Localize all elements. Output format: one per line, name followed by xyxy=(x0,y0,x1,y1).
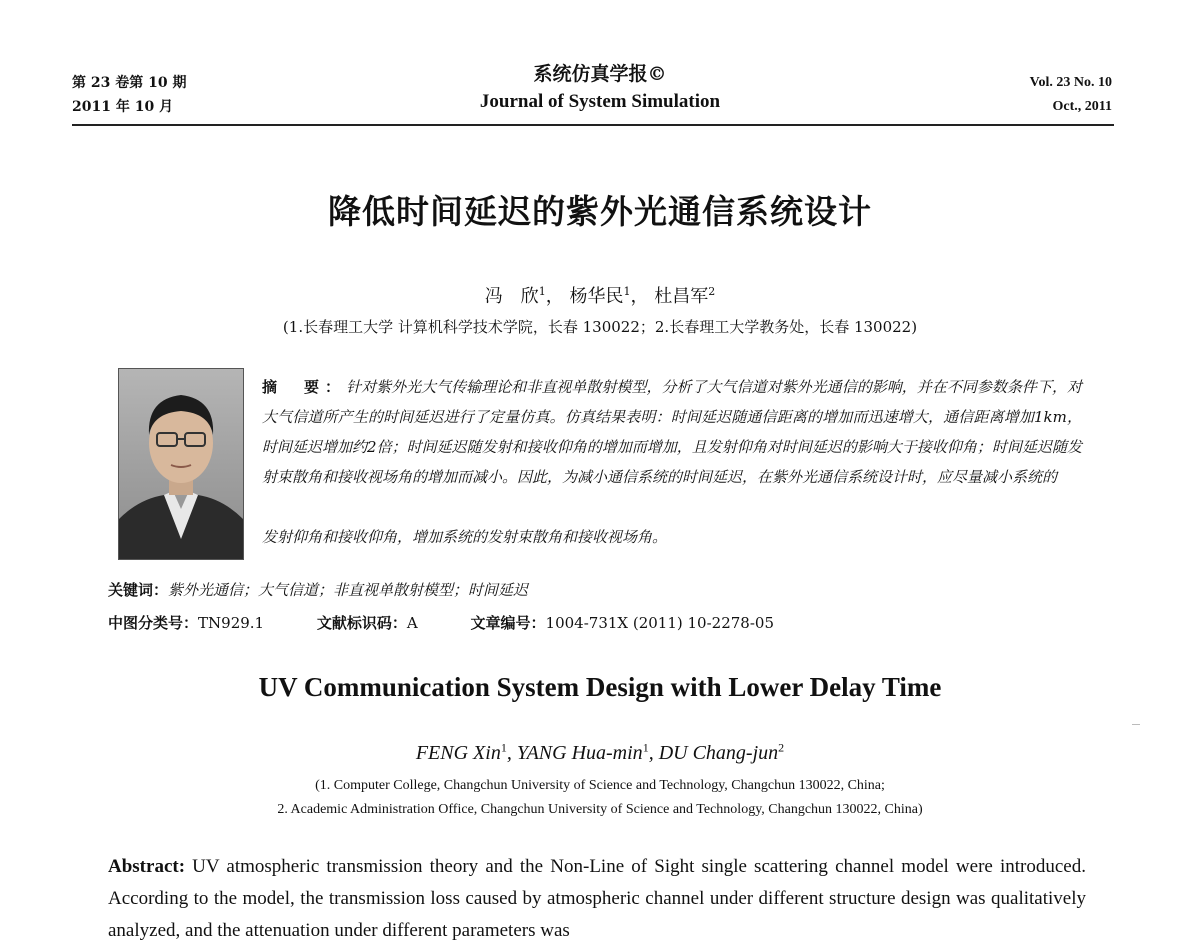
journal-masthead xyxy=(0,60,1200,116)
clc-number: 中图分类号：TN929.1 xyxy=(108,614,265,632)
author-portrait-image xyxy=(119,369,243,559)
abstract-zh-label: 摘 要： xyxy=(262,378,347,396)
abstract-zh-continuation: 发射仰角和接收仰角，增加系统的发射束散角和接收视场角。 xyxy=(262,528,668,546)
author-photo xyxy=(118,368,244,560)
header-rule xyxy=(72,124,1114,126)
author-zh-2: 杨华民$^1$， xyxy=(569,285,649,307)
author-zh-3: 杜昌军$^2$ xyxy=(654,285,716,307)
abstract-zh xyxy=(262,372,1082,492)
classification-line xyxy=(108,611,1108,635)
keywords-label: 关键词： xyxy=(108,581,169,599)
authors-en xyxy=(0,740,1200,765)
abstract-en-text: UV atmospheric transmission theory and the Non-Line of Sight single scattering channel model were introduced. According to the model, the transmission loss caused by atmospheric channel under different structure design was qualitatively analyzed, and the attenuation under different parameters was xyxy=(108,856,1086,941)
author-en-2: YANG Hua-$\min^1$, xyxy=(516,740,659,764)
author-zh-1: 冯 欣$^1$， xyxy=(484,285,564,307)
keywords-text: 紫外光通信；大气信道；非直视单散射模型；时间延迟 xyxy=(168,581,529,599)
header-volume-zh: 第 23 卷第 10 期 xyxy=(72,75,187,91)
paper-title-en: UV Communication System Design with Lower Delay Time xyxy=(258,672,942,702)
header-volume-en-block xyxy=(1030,71,1112,119)
abstract-zh-text: 针对紫外光大气传输理论和非直视单散射模型，分析了大气信道对紫外光通信的影响，并在不同参数条件下，对大气信道所产生的时间延迟进行了定量仿真。仿真结果表明：时间延迟随通信距离的增加而迅速增大，通信距离增加1km，时间延迟增加约2倍；时间延迟随发射和接收仰角的增加而增加，且发射仰角对时间延迟的影响大于接收仰角；时间延迟随发射束散角和接收视场角的增加而减小。因此，为减小通信系统的时间延迟，在紫外光通信系统设计时，应尽量减小系统的 xyxy=(262,378,1082,486)
affiliation-zh: (1.长春理工大学 计算机科学技术学院，长春 130022；2.长春理工大学教务处，长春 130022) xyxy=(282,318,918,336)
author-en-3: DU Chang-jun$^2$ xyxy=(658,740,785,764)
document-code: 文献标识码：A xyxy=(316,614,418,632)
paper-title-zh: 降低时间延迟的紫外光通信系统设计 xyxy=(328,192,872,231)
margin-mark xyxy=(1132,724,1140,725)
header-date-en: Oct., 2011 xyxy=(1052,99,1112,114)
abstract-en xyxy=(108,851,1086,947)
affiliation-en-line-2: 2. Academic Administration Office, Changchun University of Science and Technology, Changchun 130022, China) xyxy=(277,802,923,817)
keywords-zh xyxy=(108,578,528,602)
header-volume-en: Vol. 23 No. 10 xyxy=(1029,75,1112,90)
header-date-zh: 2011 年 10 月 xyxy=(72,99,174,115)
affiliation-en-line-1: (1. Computer College, Changchun University of Science and Technology, Changchun 130022, China; xyxy=(315,778,885,793)
journal-name-zh: 系统仿真学报© xyxy=(533,63,667,85)
authors-zh xyxy=(0,282,1200,308)
journal-name-en: Journal of System Simulation xyxy=(479,91,721,112)
author-en-1: FENG Xin$^1$, xyxy=(415,740,517,764)
abstract-en-label: Abstract: xyxy=(108,856,186,877)
article-number: 文章编号：1004-731X (2011) 10-2278-05 xyxy=(470,614,774,632)
affiliation-en xyxy=(0,774,1200,822)
